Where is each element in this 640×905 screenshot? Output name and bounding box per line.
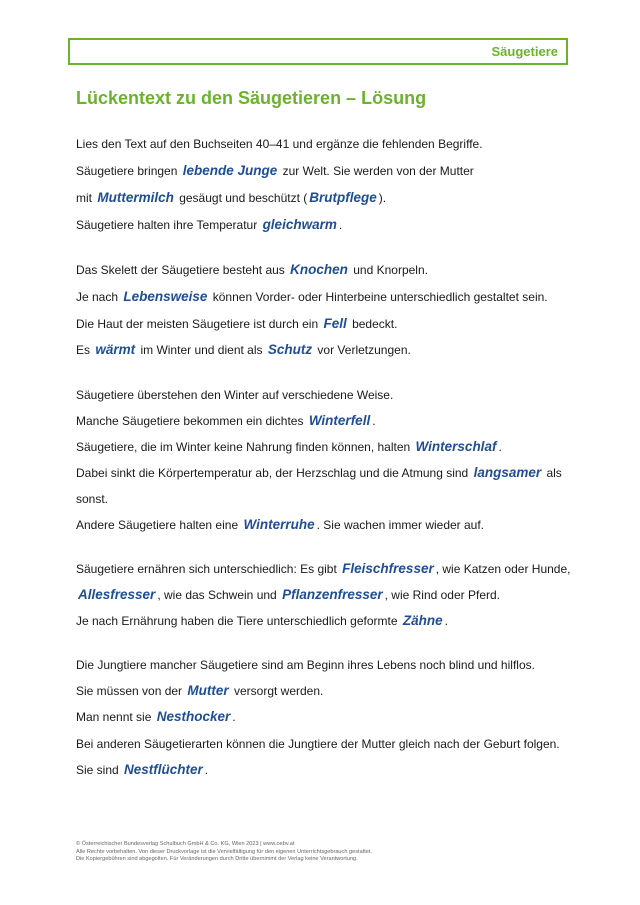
answer-word: gleichwarm xyxy=(262,217,337,232)
text-line xyxy=(76,342,411,358)
text-segment: Säugetiere überstehen den Winter auf verschiedene Weise. xyxy=(76,388,394,402)
text-line xyxy=(76,709,236,725)
text-line xyxy=(76,465,562,481)
text-line xyxy=(76,439,502,455)
text-segment: Die Jungtiere mancher Säugetiere sind am Beginn ihres Lebens noch blind und hilflos. xyxy=(76,658,535,672)
text-segment: Dabei sinkt die Körpertemperatur ab, der Herzschlag und die Atmung sind xyxy=(76,466,472,480)
text-line xyxy=(76,262,428,278)
page-title: Lückentext zu den Säugetieren – Lösung xyxy=(76,88,427,108)
text-segment: , wie das Schwein und xyxy=(157,588,281,602)
text-line xyxy=(76,587,500,603)
answer-word: Knochen xyxy=(290,262,348,277)
answer-word: lebende Junge xyxy=(182,163,278,178)
footer-line: Alle Rechte vorbehalten. Von dieser Druckvorlage ist die Vervielfältigung für den eigenen Unterrichtsgebrauch gestattet. xyxy=(76,848,373,855)
text-segment: Je nach xyxy=(76,290,122,304)
text-line xyxy=(76,491,108,507)
text-segment: Andere Säugetiere halten eine xyxy=(76,518,242,532)
header-box xyxy=(68,38,568,65)
answer-word: Muttermilch xyxy=(97,190,174,205)
answer-word: Fell xyxy=(323,316,347,331)
footer-line: Die Kopiergebühren sind abgegolten. Für Veränderungen durch Dritte übernimmt der Verlag keine Verantwortung. xyxy=(76,856,358,862)
text-line xyxy=(76,163,474,179)
text-segment: Das Skelett der Säugetiere besteht aus xyxy=(76,263,289,277)
text-segment: . xyxy=(204,763,209,777)
answer-word: Lebensweise xyxy=(123,289,208,304)
answer-word: Winterschlaf xyxy=(415,439,497,454)
answer-word: Nesthocker xyxy=(156,709,231,724)
text-line xyxy=(76,561,570,577)
text-segment: vor Verletzungen. xyxy=(314,343,411,357)
answer-word: wärmt xyxy=(95,342,136,357)
text-segment: und Knorpeln. xyxy=(349,263,428,277)
answer-word: Fleischfresser xyxy=(342,561,434,576)
text-line xyxy=(76,517,484,533)
text-segment: bedeckt. xyxy=(348,317,398,331)
text-segment: versorgt werden. xyxy=(230,684,324,698)
text-segment: Es xyxy=(76,343,94,357)
answer-word: Brutpflege xyxy=(309,190,377,205)
copyright-footer xyxy=(76,841,372,864)
text-segment: Die Haut der meisten Säugetiere ist durch ein xyxy=(76,317,322,331)
answer-word: Mutter xyxy=(187,683,229,698)
text-line xyxy=(76,190,386,206)
answer-word: Zähne xyxy=(402,613,443,628)
answer-word: langsamer xyxy=(473,465,542,480)
text-line xyxy=(76,736,560,752)
answer-word: Allesfresser xyxy=(78,587,156,602)
text-segment: . xyxy=(232,710,236,724)
text-segment: als xyxy=(543,466,562,480)
text-segment: gesäugt und beschützt ( xyxy=(175,191,308,205)
text-segment: mit xyxy=(76,191,96,205)
text-line xyxy=(76,289,548,305)
text-line xyxy=(76,136,483,152)
text-line xyxy=(76,683,323,699)
answer-word: Pflanzenfresser xyxy=(282,587,383,602)
text-line xyxy=(76,613,448,629)
text-segment: Man nennt sie xyxy=(76,710,155,724)
text-line xyxy=(76,657,535,673)
text-segment: im Winter und dient als xyxy=(137,343,266,357)
text-segment: . xyxy=(498,440,502,454)
header-label: Säugetiere xyxy=(491,44,558,59)
text-segment: ). xyxy=(378,191,387,205)
text-segment: , wie Rind oder Pferd. xyxy=(384,588,500,602)
answer-word: Schutz xyxy=(267,342,313,357)
text-segment: . Sie wachen immer wieder auf. xyxy=(316,518,485,532)
text-segment: Säugetiere, die im Winter keine Nahrung finden können, halten xyxy=(76,440,414,454)
answer-word: Winterfell xyxy=(308,413,371,428)
text-segment: Säugetiere halten ihre Temperatur xyxy=(76,218,261,232)
answer-word: Winterruhe xyxy=(243,517,315,532)
text-segment: Säugetiere ernähren sich unterschiedlich: Es gibt xyxy=(76,562,341,576)
text-segment: . xyxy=(372,414,376,428)
footer-line: © Österreichischer Bundesverlag Schulbuch GmbH & Co. KG, Wien 2023 | www.oebv.at xyxy=(76,841,295,847)
text-segment: zur Welt. Sie werden von der Mutter xyxy=(279,164,474,178)
text-line xyxy=(76,217,342,233)
text-segment: Manche Säugetiere bekommen ein dichtes xyxy=(76,414,307,428)
answer-word: Nestflüchter xyxy=(124,762,203,777)
text-line xyxy=(76,762,208,778)
text-segment: können Vorder- oder Hinterbeine unterschiedlich gestaltet sein. xyxy=(209,290,548,304)
text-segment: Je nach Ernährung haben die Tiere unterschiedlich geformte xyxy=(76,614,401,628)
text-line xyxy=(76,413,376,429)
text-segment: Lies den Text auf den Buchseiten 40–41 und ergänze die fehlenden Begriffe. xyxy=(76,137,483,151)
text-line xyxy=(76,387,393,403)
text-segment: Sie sind xyxy=(76,763,123,777)
text-segment: . xyxy=(444,614,448,628)
text-line xyxy=(76,316,397,332)
text-segment: . xyxy=(338,218,343,232)
text-segment: , wie Katzen oder Hunde, xyxy=(435,562,571,576)
text-segment: sonst. xyxy=(76,492,109,506)
text-segment: Säugetiere bringen xyxy=(76,164,181,178)
text-segment: Sie müssen von der xyxy=(76,684,186,698)
text-segment: Bei anderen Säugetierarten können die Jungtiere der Mutter gleich nach der Geburt folgen. xyxy=(76,737,560,751)
